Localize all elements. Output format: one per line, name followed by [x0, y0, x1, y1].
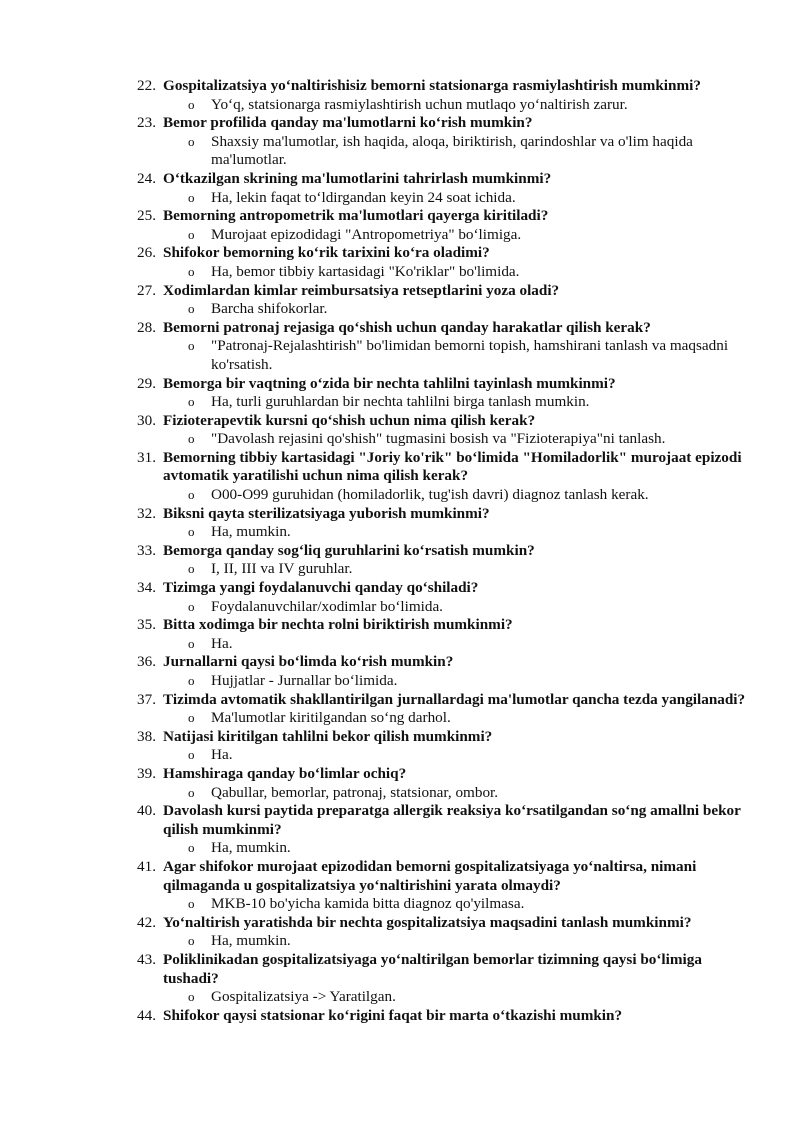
question-text: Fizioterapevtik kursni qo‘shish uchun nima qilish kerak?	[163, 411, 536, 429]
question-number: 44.	[137, 1006, 156, 1024]
answer-item	[188, 634, 747, 654]
question-text: Bemorning tibbiy kartasidagi "Joriy ko'rik" bo‘limida "Homiladorlik" murojaat epizodi avtomatik yaratilishi uchun nima qilish kerak?	[163, 448, 742, 485]
bullet-icon: o	[188, 524, 195, 540]
bullet-icon: o	[188, 487, 195, 503]
question-text: Shifokor bemorning ko‘rik tarixini ko‘ra oladimi?	[163, 244, 490, 262]
answer-list	[163, 226, 747, 245]
question-item	[137, 542, 747, 579]
answer-item	[188, 262, 747, 282]
bullet-icon: o	[188, 840, 195, 856]
bullet-icon: o	[188, 226, 195, 242]
question-number: 37.	[137, 690, 156, 708]
answer-item	[188, 709, 747, 728]
answer-item	[188, 132, 747, 170]
answer-item	[188, 337, 747, 374]
question-number: 36.	[137, 653, 156, 671]
answer-text: Foydalanuvchilar/xodimlar bo‘limida.	[211, 597, 443, 615]
answer-item	[188, 672, 747, 691]
question-text: Agar shifokor murojaat epizodidan bemorni gospitalizatsiyaga yo‘naltirsa, nimani qilmaganda u gospitalizatsiya yo‘naltirishini yarata olmaydi?	[163, 857, 697, 894]
question-number: 22.	[137, 77, 156, 94]
question-text: Poliklinikadan gospitalizatsiyaga yo‘naltirilgan bemorlar tizimning qaysi bo‘limiga tushadi?	[163, 950, 702, 987]
answer-text: "Patronaj-Rejalashtirish" bo'limidan bemorni topish, hamshirani tanlash va maqsadni ko'rsatish.	[211, 337, 729, 373]
answer-list	[163, 393, 747, 412]
answer-list	[163, 635, 747, 654]
answer-text: I, II, III va IV guruhlar.	[211, 560, 353, 578]
bullet-icon: o	[188, 431, 195, 447]
question-text: Bemorni patronaj rejasiga qo‘shish uchun qanday harakatlar qilish kerak?	[163, 318, 651, 336]
question-list	[137, 77, 747, 1025]
answer-item	[188, 430, 747, 449]
answer-list	[163, 784, 747, 803]
answer-list	[163, 486, 747, 505]
bullet-icon: o	[188, 673, 195, 688]
answer-text: Ha.	[211, 746, 233, 764]
question-text: Davolash kursi paytida preparatga allergik reaksiya ko‘rsatilgandan so‘ng amallni bekor qilish mumkinmi?	[163, 802, 741, 838]
answer-list	[163, 430, 747, 449]
question-item	[137, 914, 747, 951]
answer-list	[163, 263, 747, 282]
question-number: 26.	[137, 244, 156, 262]
question-number: 23.	[137, 114, 156, 132]
answer-item	[188, 839, 747, 858]
question-number: 38.	[137, 727, 156, 745]
answer-list	[163, 598, 747, 617]
answer-item	[188, 783, 747, 803]
question-text: Biksni qayta sterilizatsiyaga yuborish mumkinmi?	[163, 504, 490, 522]
question-text: Gospitalizatsiya yo‘naltirishisiz bemorni statsionarga rasmiylashtirish mumkinmi?	[163, 77, 701, 94]
answer-list	[163, 523, 747, 542]
answer-text: Ha, lekin faqat to‘ldirgandan keyin 24 soat ichida.	[211, 188, 516, 206]
bullet-icon: o	[188, 96, 195, 112]
answer-list	[163, 746, 747, 765]
question-item	[137, 319, 747, 375]
answer-list	[163, 709, 747, 728]
answer-item	[188, 188, 747, 208]
answer-text: MKB-10 bo'yicha kamida bitta diagnoz qo'yilmasa.	[211, 895, 525, 913]
answer-text: Ha, mumkin.	[211, 932, 291, 950]
answer-text: Ha, mumkin.	[211, 839, 291, 857]
question-number: 40.	[137, 802, 156, 820]
answer-item	[188, 560, 747, 579]
question-item	[137, 802, 747, 858]
question-item	[137, 653, 747, 690]
question-number: 29.	[137, 374, 156, 392]
answer-text: Gospitalizatsiya -> Yaratilgan.	[211, 988, 396, 1006]
answer-list	[163, 895, 747, 914]
bullet-icon: o	[188, 710, 195, 726]
question-item	[137, 579, 747, 616]
answer-text: O00-O99 guruhidan (homiladorlik, tug'ish davri) diagnoz tanlash kerak.	[211, 486, 649, 504]
answer-list	[163, 988, 747, 1007]
question-item	[137, 412, 747, 449]
answer-item	[188, 486, 747, 505]
question-text: Bemorga qanday sog‘liq guruhlarini ko‘rsatish mumkin?	[163, 541, 535, 559]
question-number: 28.	[137, 318, 156, 336]
answer-text: Qabullar, bemorlar, patronaj, statsionar, ombor.	[211, 783, 499, 801]
answer-list	[163, 672, 747, 691]
question-item	[137, 728, 747, 765]
question-number: 27.	[137, 281, 156, 299]
question-text: O‘tkazilgan skrining ma'lumotlarini tahrirlash mumkinmi?	[163, 169, 552, 187]
bullet-icon: o	[188, 133, 195, 149]
question-item	[137, 616, 747, 653]
question-item	[137, 282, 747, 319]
bullet-icon: o	[188, 598, 195, 614]
question-item	[137, 449, 747, 505]
answer-text: Barcha shifokorlar.	[211, 300, 328, 318]
answer-text: Ha, mumkin.	[211, 523, 291, 541]
answer-text: Ha, bemor tibbiy kartasidagi "Ko'riklar" bo'limida.	[211, 262, 520, 280]
question-text: Tizimda avtomatik shakllantirilgan jurnallardagi ma'lumotlar qancha tezda yangilanadi?	[163, 690, 746, 708]
answer-list	[163, 133, 747, 170]
question-item	[137, 170, 747, 207]
question-number: 30.	[137, 411, 156, 429]
answer-item	[188, 932, 747, 951]
bullet-icon: o	[188, 301, 195, 317]
answer-text: Ha, turli guruhlardan bir nechta tahlilni birga tanlash mumkin.	[211, 393, 590, 411]
answer-list	[163, 300, 747, 319]
question-text: Hamshiraga qanday bo‘limlar ochiq?	[163, 764, 407, 782]
answer-text: Murojaat epizodidagi "Antropometriya" bo‘limiga.	[211, 225, 522, 243]
answer-list	[163, 932, 747, 951]
answer-list	[163, 560, 747, 579]
answer-item	[188, 746, 747, 765]
question-item	[137, 951, 747, 1007]
bullet-icon: o	[188, 989, 195, 1005]
question-number: 41.	[137, 857, 156, 875]
answer-list	[163, 189, 747, 208]
answer-item	[188, 300, 747, 319]
question-item	[137, 691, 747, 728]
question-text: Yo‘naltirish yaratishda bir nechta gospitalizatsiya maqsadini tanlash mumkinmi?	[163, 913, 692, 931]
bullet-icon: o	[188, 933, 195, 949]
answer-text: Ha.	[211, 634, 233, 652]
answer-list	[163, 839, 747, 858]
question-item	[137, 375, 747, 412]
question-text: Bemorga bir vaqtning o‘zida bir nechta tahlilni tayinlash mumkinmi?	[163, 374, 616, 392]
question-item	[137, 505, 747, 542]
question-text: Shifokor qaysi statsionar ko‘rigini faqat bir marta o‘tkazishi mumkin?	[163, 1006, 623, 1024]
question-text: Tizimga yangi foydalanuvchi qanday qo‘shiladi?	[163, 579, 479, 597]
answer-text: Yo‘q, statsionarga rasmiylashtirish uchun mutlaqo yo‘naltirish zarur.	[211, 95, 628, 113]
question-number: 35.	[137, 616, 156, 634]
question-number: 24.	[137, 169, 156, 187]
question-item	[137, 207, 747, 244]
question-text: Xodimlardan kimlar reimbursatsiya retseptlarini yoza oladi?	[163, 281, 560, 299]
bullet-icon: o	[188, 394, 195, 410]
question-item	[137, 858, 747, 914]
question-number: 32.	[137, 504, 156, 522]
question-text: Jurnallarni qaysi bo‘limda ko‘rish mumkin?	[163, 653, 454, 671]
bullet-icon: o	[188, 784, 195, 800]
answer-text: "Davolash rejasini qo'shish" tugmasini bosish va "Fizioterapiya"ni tanlash.	[211, 430, 666, 448]
bullet-icon: o	[188, 263, 195, 279]
bullet-icon: o	[188, 338, 195, 354]
answer-item	[188, 895, 747, 914]
answer-item	[188, 95, 747, 115]
question-number: 43.	[137, 950, 156, 968]
answer-text: Hujjatlar - Jurnallar bo‘limida.	[211, 672, 398, 689]
question-item	[137, 244, 747, 281]
bullet-icon: o	[188, 896, 195, 912]
question-number: 34.	[137, 579, 156, 597]
question-number: 31.	[137, 448, 156, 466]
bullet-icon: o	[188, 561, 195, 577]
question-number: 42.	[137, 913, 156, 931]
answer-item	[188, 393, 747, 412]
answer-item	[188, 225, 747, 245]
answer-list	[163, 337, 747, 374]
bullet-icon: o	[188, 635, 195, 651]
question-text: Bemorning antropometrik ma'lumotlari qayerga kiritiladi?	[163, 207, 549, 225]
bullet-icon: o	[188, 747, 195, 763]
question-text: Bitta xodimga bir nechta rolni biriktirish mumkinmi?	[163, 616, 513, 634]
answer-text: Ma'lumotlar kiritilgandan so‘ng darhol.	[211, 709, 451, 727]
question-text: Bemor profilida qanday ma'lumotlarni ko‘rish mumkin?	[163, 114, 533, 132]
question-number: 33.	[137, 541, 156, 559]
bullet-icon: o	[188, 189, 195, 205]
answer-list	[163, 96, 747, 115]
question-number: 25.	[137, 207, 156, 225]
question-item	[137, 1007, 747, 1026]
answer-text: Shaxsiy ma'lumotlar, ish haqida, aloqa, biriktirish, qarindoshlar va o'lim haqida ma'lumotlar.	[211, 132, 693, 169]
answer-item	[188, 988, 747, 1007]
question-text: Natijasi kiritilgan tahlilni bekor qilish mumkinmi?	[163, 727, 493, 745]
question-item	[137, 765, 747, 802]
question-number: 39.	[137, 764, 156, 782]
question-item	[137, 77, 747, 114]
question-item	[137, 114, 747, 170]
answer-item	[188, 523, 747, 542]
answer-item	[188, 597, 747, 617]
